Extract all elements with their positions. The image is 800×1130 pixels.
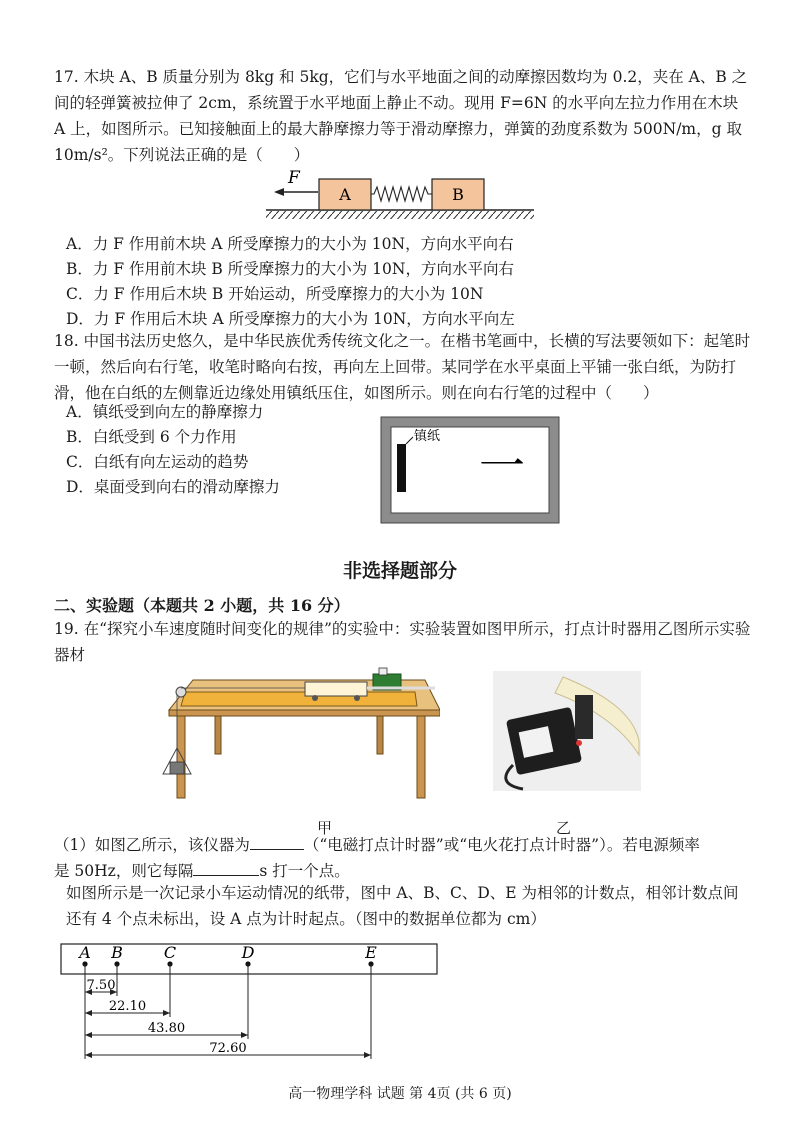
q19-part1-text-d: s 打一个点。 <box>259 862 350 880</box>
q19-part1-text-b: （“电磁打点计时器”或“电火花打点计时器”）。若电源频率 <box>303 836 700 854</box>
paperweight <box>397 444 406 492</box>
q18-option-c: C．白纸有向左运动的趋势 <box>66 453 249 471</box>
tape-dimensions <box>85 964 371 1059</box>
tape-point-label-d: D <box>241 943 255 962</box>
spring <box>371 187 432 201</box>
section-title: 二、实验题（本题共 2 小题，共 16 分） <box>54 596 350 615</box>
figure-a-caption: 甲 <box>317 819 333 837</box>
q17-stem: 17. 木块 A、B 质量分别为 8kg 和 5kg，它们与水平地面之间的动摩擦因数均为 0.2，夹在 A、B 之间的轻弹簧被拉伸了 2cm，系统置于水平地面上静止不动。现用 F=6N 的水平向左拉力作用在木块 A 上，如图所示。已知接触面上的最大静摩擦力等于滑动摩擦力，弹簧的劲度系数为 500N/m，g 取 10m/s²。下列说法正确的是（ ） <box>54 68 748 164</box>
q19-part1 <box>54 832 754 884</box>
q18-option-a: A．镇纸受到向左的静摩擦力 <box>66 403 264 421</box>
q17-figure <box>262 166 538 222</box>
q18-option-b: B．白纸受到 6 个力作用 <box>66 428 237 446</box>
dimension-label-4: 72.60 <box>209 1041 247 1056</box>
table-edge <box>169 710 440 716</box>
table-leg-back-left <box>215 716 221 754</box>
instrument-blank[interactable] <box>250 832 304 850</box>
tape-point-label-e: E <box>365 943 377 962</box>
q18-figure <box>380 416 560 524</box>
paperweight-label: 镇纸 <box>414 429 441 444</box>
dimension-label-3: 43.80 <box>147 1021 186 1036</box>
part-title: 非选择题部分 <box>342 560 457 582</box>
q19-part1-text-a: （1）如图乙所示，该仪器为 <box>54 836 250 854</box>
cart <box>305 682 367 696</box>
hanging-weight <box>170 762 184 774</box>
q18-option-d: D．桌面受到向右的滑动摩擦力 <box>66 478 280 496</box>
q19-stem: 19. 在“探究小车速度随时间变化的规律”的实验中：实验装置如图甲所示，打点计时器用乙图所示实验器材 <box>54 620 751 664</box>
force-label: F <box>288 168 300 188</box>
dimension-label-2: 22.10 <box>108 999 147 1014</box>
horizontal-stroke: 一 <box>479 439 525 493</box>
page-footer: 高一物理学科 试题 第 4页 (共 6 页) <box>288 1086 512 1102</box>
q19-part1-text-c: 是 50Hz，则它每隔 <box>54 862 194 880</box>
table-leg-back-right <box>377 716 383 754</box>
pulley <box>176 687 186 697</box>
block-b-label: B <box>452 185 464 204</box>
figure-b-caption: 乙 <box>556 819 572 837</box>
track-board <box>181 692 417 706</box>
q17-option-b: B．力 F 作用前木块 B 所受摩擦力的大小为 10N，方向水平向右 <box>66 260 514 278</box>
dimension-label-1: 7.50 <box>86 978 116 993</box>
q17-option-c: C．力 F 作用后木块 B 开始运动，所受摩擦力的大小为 10N <box>66 285 484 303</box>
q17-option-d: D．力 F 作用后木块 A 所受摩擦力的大小为 10N，方向水平向左 <box>66 310 515 328</box>
q17-option-a: A．力 F 作用前木块 A 所受摩擦力的大小为 10N，方向水平向右 <box>66 235 514 253</box>
tape-point-label-b: B <box>111 943 123 962</box>
tape-point-label-a: A <box>79 943 91 962</box>
q18-stem: 18. 中国书法历史悠久，是中华民族优秀传统文化之一。在楷书笔画中，长横的写法要领如下：起笔时一顿，然后向右行笔，收笔时略向右按，再向左上回带。某同学在水平桌面上平铺一张白纸，为防打滑，他在白纸的左侧靠近边缘处用镇纸压住，如图所示。则在向右行笔的过程中（ ） <box>54 332 751 402</box>
paper-tape-figure <box>55 938 440 1063</box>
table-leg-left <box>177 716 185 798</box>
table-leg-right <box>417 716 425 798</box>
q19-tape-description: 如图所示是一次记录小车运动情况的纸带，图中 A、B、C、D、E 为相邻的计数点，相邻计数点间还有 4 个点未标出，设 A 点为计时起点。（图中的数据单位都为 cm） <box>66 884 739 928</box>
apparatus-figure <box>155 662 440 810</box>
interval-blank[interactable] <box>193 858 259 876</box>
tape-point-label-c: C <box>163 943 177 962</box>
block-a-label: A <box>339 185 351 204</box>
timer-photo <box>493 671 641 791</box>
ground-hatching <box>266 211 534 219</box>
